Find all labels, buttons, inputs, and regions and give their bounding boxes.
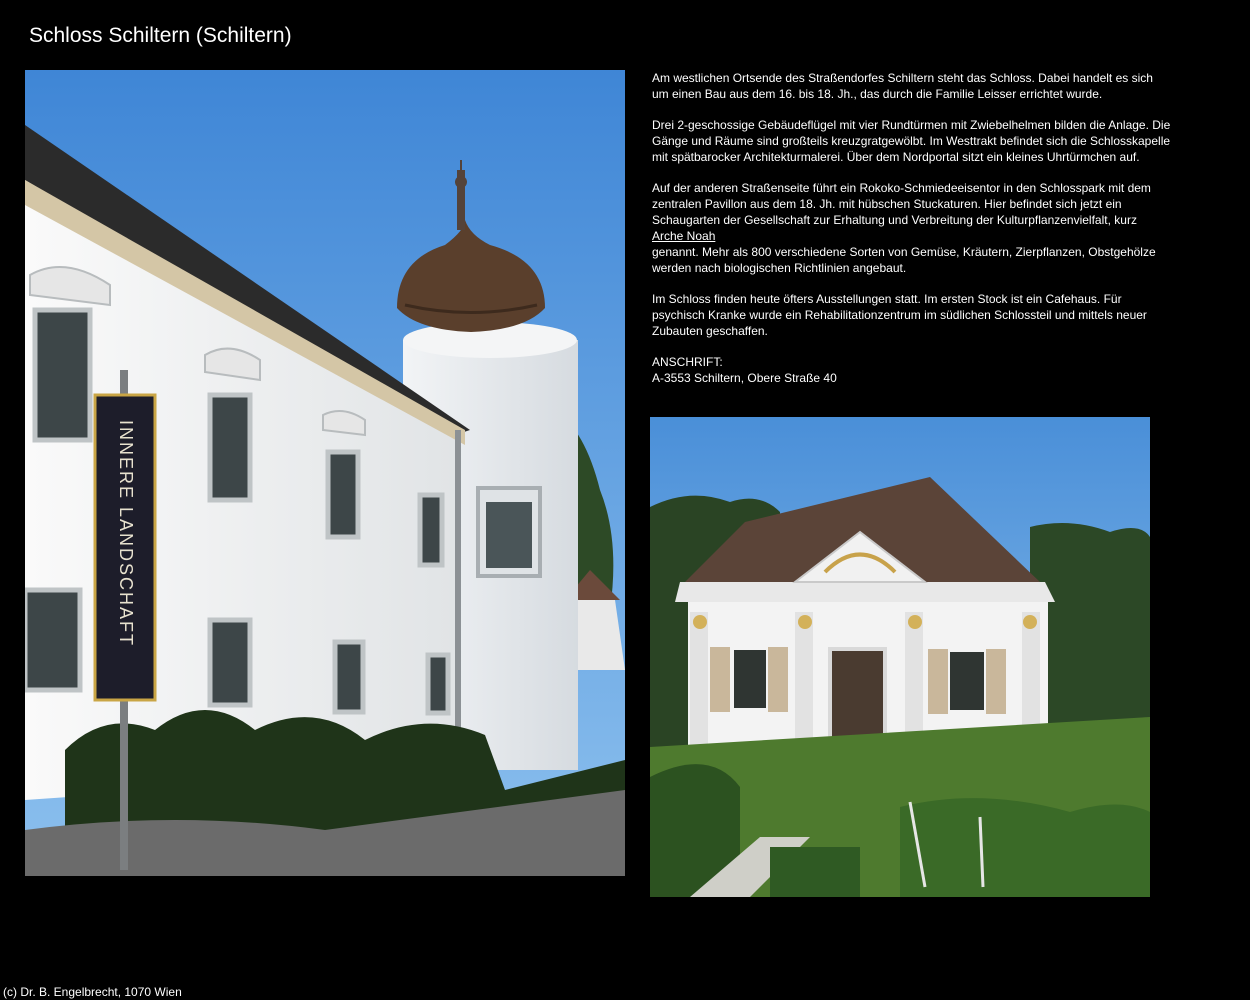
paragraph-park [652, 180, 1172, 276]
description-text [652, 70, 1172, 386]
pavilion-photo-image [650, 417, 1150, 897]
castle-photo-image [25, 70, 625, 876]
address-block [652, 354, 1172, 386]
copyright-footer: (c) Dr. B. Engelbrecht, 1070 Wien [3, 985, 182, 999]
paragraph-park-continued: genannt. Mehr als 800 verschiedene Sorten von Gemüse, Kräutern, Zierpflanzen, Obstgehölze werden nach biologischen Richtlinien angebaut. [652, 245, 1156, 275]
arche-noah-link[interactable]: Arche Noah [652, 229, 716, 243]
banner-text: INNERE LANDSCHAFT [116, 420, 136, 648]
paragraph-usage: Im Schloss finden heute öfters Ausstellungen statt. Im ersten Stock ist ein Cafehaus. Für psychisch Kranke wurde ein Rehabilitationzentrum im südlichen Schlossteil und mittels neuer Zubauten geschaffen. [652, 292, 1147, 338]
paragraph-architecture: Drei 2-geschossige Gebäudeflügel mit vier Rundtürmen mit Zwiebelhelmen bilden die Anlage. Die Gänge und Räume sind großteils kreuzgratgewölbt. Im Westtrakt befindet sich die Schlosskapelle mit spätbarocker Architekturmalerei. Über dem Nordportal sitzt ein kleines Uhrtürmchen auf. [652, 118, 1171, 164]
pavilion-photo[interactable] [650, 417, 1150, 897]
address-line: A-3553 Schiltern, Obere Straße 40 [652, 371, 837, 385]
paragraph-park-text: Auf der anderen Straßenseite führt ein Rokoko-Schmiedeeisentor in den Schlosspark mit dem zentralen Pavillon aus dem 18. Jh. mit hübschen Stuckaturen. Hier befindet sich jetzt ein Schaugarten der Gesellschaft zur Erhaltung und Verbreitung der Kulturpflanzenvielfalt, kurz [652, 181, 1151, 227]
paragraph-location: Am westlichen Ortsende des Straßendorfes Schiltern steht das Schloss. Dabei handelt es sich um einen Bau aus dem 16. bis 18. Jh., das durch die Familie Leisser errichtet wurde. [652, 71, 1153, 101]
page-title: Schloss Schiltern (Schiltern) [29, 24, 292, 47]
address-heading: ANSCHRIFT: [652, 355, 723, 369]
castle-photo[interactable] [25, 70, 625, 876]
